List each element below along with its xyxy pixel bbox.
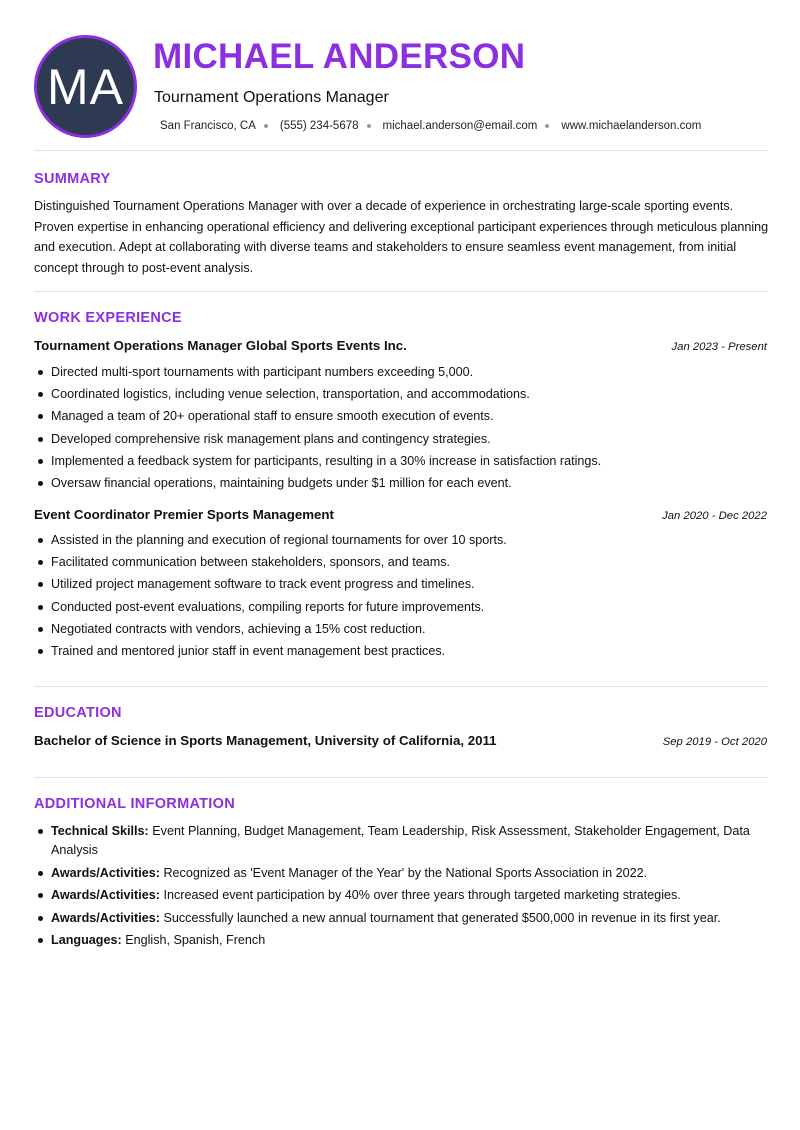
bullet-item: Implemented a feedback system for participants, resulting in a 30% increase in satisfaction ratings. xyxy=(34,453,767,475)
contact-info xyxy=(160,120,701,132)
candidate-title: Tournament Operations Manager xyxy=(154,89,389,106)
separator-dot xyxy=(367,124,371,128)
info-text: Recognized as 'Event Manager of the Year' by the National Sports Association in 2022. xyxy=(163,865,648,880)
job-date: Jan 2020 - Dec 2022 xyxy=(662,510,767,522)
info-item xyxy=(34,822,767,860)
separator-dot xyxy=(264,124,268,128)
divider xyxy=(34,777,767,778)
info-label: Languages: xyxy=(51,933,122,947)
bullet-item: Developed comprehensive risk management plans and contingency strategies. xyxy=(34,431,767,453)
experience-heading: WORK EXPERIENCE xyxy=(34,310,182,326)
contact-location: San Francisco, CA xyxy=(160,120,256,132)
info-label: Awards/Activities: xyxy=(51,910,160,925)
info-label: Awards/Activities: xyxy=(51,865,160,880)
education-heading: EDUCATION xyxy=(34,705,122,721)
bullet-item: Managed a team of 20+ operational staff to ensure smooth execution of events. xyxy=(34,408,767,430)
bullet-item: Oversaw financial operations, maintaining budgets under $1 million for each event. xyxy=(34,475,767,497)
divider xyxy=(34,150,767,151)
bullet-item: Coordinated logistics, including venue selection, transportation, and accommodations. xyxy=(34,386,767,408)
separator-dot xyxy=(545,124,549,128)
bullet-item: Trained and mentored junior staff in event management best practices. xyxy=(34,643,767,665)
info-label: Awards/Activities: xyxy=(51,888,160,902)
job-date: Jan 2023 - Present xyxy=(671,341,767,353)
divider xyxy=(34,686,767,687)
job-bullets xyxy=(34,364,767,497)
info-item xyxy=(34,909,767,928)
job-role: Event Coordinator Premier Sports Management xyxy=(34,507,334,522)
bullet-item: Utilized project management software to track event progress and timelines. xyxy=(34,576,767,598)
bullet-item: Directed multi-sport tournaments with participant numbers exceeding 5,000. xyxy=(34,364,767,386)
job-header xyxy=(34,338,767,353)
education-date: Sep 2019 - Oct 2020 xyxy=(662,736,767,748)
contact-email[interactable]: michael.anderson@email.com xyxy=(382,120,538,132)
education-degree: Bachelor of Science in Sports Management, University of California, 2011 xyxy=(34,733,497,748)
job-bullets xyxy=(34,532,767,665)
candidate-name: MICHAEL ANDERSON xyxy=(153,37,526,76)
info-item xyxy=(34,864,767,883)
bullet-item: Conducted post-event evaluations, compiling reports for future improvements. xyxy=(34,599,767,621)
avatar xyxy=(34,35,137,138)
info-label: Technical Skills: xyxy=(51,824,149,838)
additional-list xyxy=(34,822,767,954)
info-item xyxy=(34,886,767,905)
bullet-item: Negotiated contracts with vendors, achieving a 15% cost reduction. xyxy=(34,621,767,643)
info-item xyxy=(34,931,767,950)
info-text: Successfully launched a new annual tournament that generated $500,000 in revenue in its first year. xyxy=(163,910,721,925)
bullet-item: Facilitated communication between stakeholders, sponsors, and teams. xyxy=(34,554,767,576)
contact-website[interactable]: www.michaelanderson.com xyxy=(561,120,702,132)
divider xyxy=(34,291,767,292)
contact-phone: (555) 234-5678 xyxy=(279,120,359,132)
job-header xyxy=(34,507,767,522)
info-text: Increased event participation by 40% over three years through targeted marketing strategies. xyxy=(163,888,681,902)
summary-heading: SUMMARY xyxy=(34,171,111,187)
bullet-item: Assisted in the planning and execution of regional tournaments for over 10 sports. xyxy=(34,532,767,554)
job-role: Tournament Operations Manager Global Sports Events Inc. xyxy=(34,338,407,353)
additional-heading: ADDITIONAL INFORMATION xyxy=(34,796,235,812)
summary-text: Distinguished Tournament Operations Manager with over a decade of experience in orchestrating large-scale sporting events. Proven expertise in enhancing operational efficiency and delivering exceptional participant experiences through meticulous planning and execution. Adept at collaborating with diverse teams and stakeholders to ensure seamless event management, from initial concept through to post-event analysis. xyxy=(34,199,769,275)
avatar-initials: MA xyxy=(47,58,124,115)
info-text: Event Planning, Budget Management, Team Leadership, Risk Assessment, Stakeholder Engagement, Data Analysis xyxy=(51,824,750,857)
info-text: English, Spanish, French xyxy=(125,933,266,947)
education-entry xyxy=(34,733,767,748)
